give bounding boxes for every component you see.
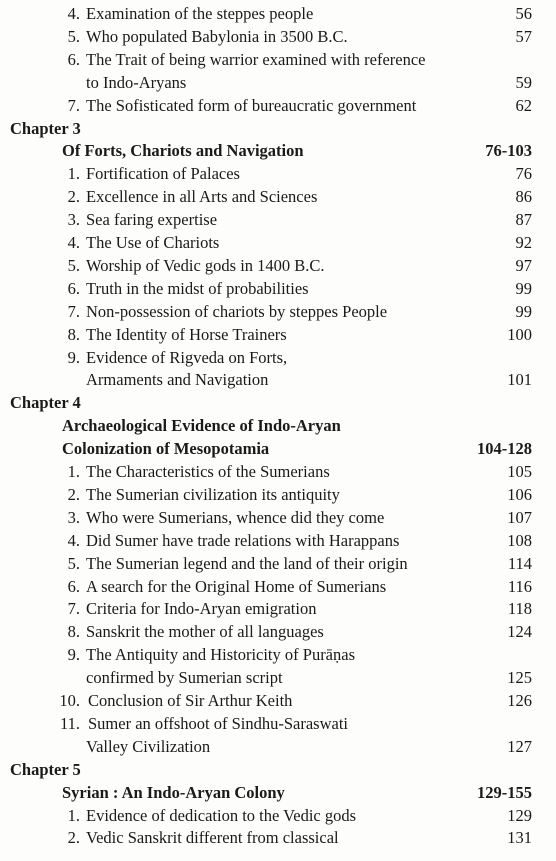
- page-number: 76: [515, 164, 532, 184]
- entry-title: Truth in the midst of probabilities: [86, 278, 309, 298]
- entry-title: Valley Civilization: [86, 736, 211, 756]
- chapter-title: [0, 141, 556, 161]
- chapter-title: [0, 439, 556, 459]
- entry-number: 9.: [67, 347, 80, 367]
- entry-title: The Sofisticated form of bureaucratic government: [86, 95, 417, 115]
- entry-title: Syrian : An Indo-Aryan Colony: [62, 782, 285, 802]
- page-number: 99: [515, 278, 532, 298]
- page-number: 105: [507, 462, 532, 481]
- entry-title: Excellence in all Arts and Sciences: [86, 187, 318, 207]
- chapter-title: [0, 416, 556, 436]
- entry-number: 6.: [67, 49, 80, 69]
- toc-entry: [0, 714, 556, 734]
- page-number: 106: [507, 484, 532, 504]
- page-number: 116: [507, 576, 532, 596]
- page-number: 56: [515, 4, 532, 23]
- toc-entry: [0, 279, 556, 299]
- entry-title: The Use of Chariots: [86, 233, 220, 252]
- entry-title: Chapter 3: [10, 118, 81, 138]
- entry-title: Fortification of Palaces: [86, 164, 240, 184]
- toc-entry: [0, 164, 556, 184]
- toc-entry: [0, 302, 556, 322]
- entry-number: 2.: [67, 828, 80, 848]
- page-number: 114: [507, 553, 532, 573]
- entry-number: 6.: [67, 278, 80, 298]
- entry-number: 1.: [67, 462, 80, 481]
- entry-title: Who populated Babylonia in 3500 B.C.: [86, 26, 348, 46]
- entry-title: Chapter 4: [10, 393, 81, 413]
- toc-entry: [0, 828, 556, 848]
- page-number: 59: [515, 72, 532, 92]
- entry-title: Colonization of Mesopotamia: [62, 439, 270, 459]
- entry-title: to Indo-Aryans: [86, 72, 187, 92]
- toc-entry: [0, 4, 556, 24]
- entry-title: Sea faring expertise: [86, 210, 218, 230]
- entry-title: Worship of Vedic gods in 1400 B.C.: [86, 255, 325, 275]
- entry-title: Conclusion of Sir Arthur Keith: [88, 691, 293, 710]
- entry-number: 1.: [67, 164, 80, 184]
- toc-entry: [0, 531, 556, 551]
- entry-title: Armaments and Navigation: [86, 370, 269, 390]
- toc-entry-continuation: [0, 668, 556, 688]
- page-number: 131: [507, 828, 532, 848]
- entry-title: Examination of the steppes people: [86, 4, 314, 23]
- entry-title: Did Sumer have trade relations with Harappans: [86, 530, 400, 550]
- entry-number: 11.: [59, 713, 80, 733]
- entry-title: Evidence of dedication to the Vedic gods: [86, 805, 357, 825]
- toc-entry: [0, 806, 556, 826]
- page-number: 92: [515, 233, 532, 252]
- entry-title: Sanskrit the mother of all languages: [86, 622, 324, 642]
- toc-entry: [0, 577, 556, 597]
- toc-entry: [0, 645, 556, 665]
- entry-number: 2.: [67, 187, 80, 207]
- page-number: 129-155: [477, 782, 532, 802]
- toc-entry: [0, 210, 556, 230]
- toc-entry: [0, 508, 556, 528]
- toc-entry: [0, 50, 556, 70]
- toc-entry: [0, 256, 556, 276]
- page-number: 86: [515, 187, 532, 207]
- page-number: 87: [515, 210, 532, 230]
- page-number: 57: [515, 26, 532, 46]
- entry-title: Who were Sumerians, whence did they come: [86, 507, 385, 527]
- entry-number: 4.: [67, 4, 80, 23]
- page-number: 99: [515, 301, 532, 321]
- chapter-label: [0, 760, 556, 780]
- toc-entry-continuation: [0, 737, 556, 757]
- chapter-label: [0, 393, 556, 413]
- page-number: 127: [507, 736, 532, 756]
- entry-number: 5.: [67, 26, 80, 46]
- page-number: 104-128: [477, 439, 532, 459]
- toc-entry: [0, 622, 556, 642]
- chapter-title: [0, 783, 556, 803]
- entry-title: confirmed by Sumerian script: [86, 668, 283, 688]
- entry-title: Evidence of Rigveda on Forts,: [86, 347, 288, 367]
- toc-entry: [0, 554, 556, 574]
- page-number: 126: [507, 691, 532, 710]
- chapter-label: [0, 119, 556, 139]
- entry-number: 4.: [67, 530, 80, 550]
- toc-entry-continuation: [0, 370, 556, 390]
- page-number: 129: [507, 805, 532, 825]
- entry-title: Archaeological Evidence of Indo-Aryan: [62, 416, 341, 436]
- entry-number: 1.: [67, 805, 80, 825]
- entry-number: 4.: [67, 233, 80, 252]
- page-number: 124: [507, 622, 532, 642]
- toc-entry: [0, 462, 556, 482]
- toc-entry: [0, 691, 556, 711]
- entry-title: Non-possession of chariots by steppes People: [86, 301, 388, 321]
- entry-title: The Sumerian civilization its antiquity: [86, 484, 340, 504]
- entry-title: Of Forts, Chariots and Navigation: [62, 141, 304, 161]
- toc-entry: [0, 27, 556, 47]
- page-number: 125: [507, 668, 532, 688]
- entry-number: 10.: [59, 691, 80, 710]
- entry-title: The Trait of being warrior examined with reference: [86, 49, 426, 69]
- toc-entry: [0, 96, 556, 116]
- entry-number: 7.: [67, 95, 80, 115]
- entry-number: 5.: [67, 255, 80, 275]
- entry-title: The Sumerian legend and the land of their origin: [86, 553, 408, 573]
- toc-entry: [0, 599, 556, 619]
- toc-entry: [0, 485, 556, 505]
- entry-title: The Identity of Horse Trainers: [86, 324, 287, 344]
- page-number: 101: [507, 370, 532, 390]
- page-number: 100: [507, 324, 532, 344]
- page-number: 97: [515, 255, 532, 275]
- entry-number: 3.: [67, 507, 80, 527]
- entry-number: 2.: [67, 484, 80, 504]
- entry-number: 6.: [67, 576, 80, 596]
- page-number: 108: [507, 530, 532, 550]
- entry-title: Sumer an offshoot of Sindhu-Saraswati: [88, 713, 348, 733]
- entry-number: 3.: [67, 210, 80, 230]
- entry-title: Vedic Sanskrit different from classical: [86, 828, 339, 848]
- toc-entry-continuation: [0, 73, 556, 93]
- entry-number: 7.: [67, 301, 80, 321]
- toc-entry: [0, 348, 556, 368]
- entry-number: 7.: [67, 599, 80, 619]
- entry-number: 5.: [67, 553, 80, 573]
- toc-entry: [0, 325, 556, 345]
- toc-entry: [0, 187, 556, 207]
- entry-title: The Antiquity and Historicity of Purāṇas: [86, 645, 356, 665]
- entry-title: Criteria for Indo-Aryan emigration: [86, 599, 317, 619]
- entry-number: 8.: [67, 622, 80, 642]
- page-number: 118: [507, 599, 532, 619]
- page-number: 62: [515, 95, 532, 115]
- page-number: 107: [507, 507, 532, 527]
- entry-title: The Characteristics of the Sumerians: [86, 462, 330, 481]
- entry-number: 9.: [67, 645, 80, 665]
- entry-number: 8.: [67, 324, 80, 344]
- entry-title: Chapter 5: [10, 759, 81, 779]
- page-number: 76-103: [485, 141, 532, 161]
- entry-title: A search for the Original Home of Sumerians: [86, 576, 387, 596]
- toc-entry: [0, 233, 556, 253]
